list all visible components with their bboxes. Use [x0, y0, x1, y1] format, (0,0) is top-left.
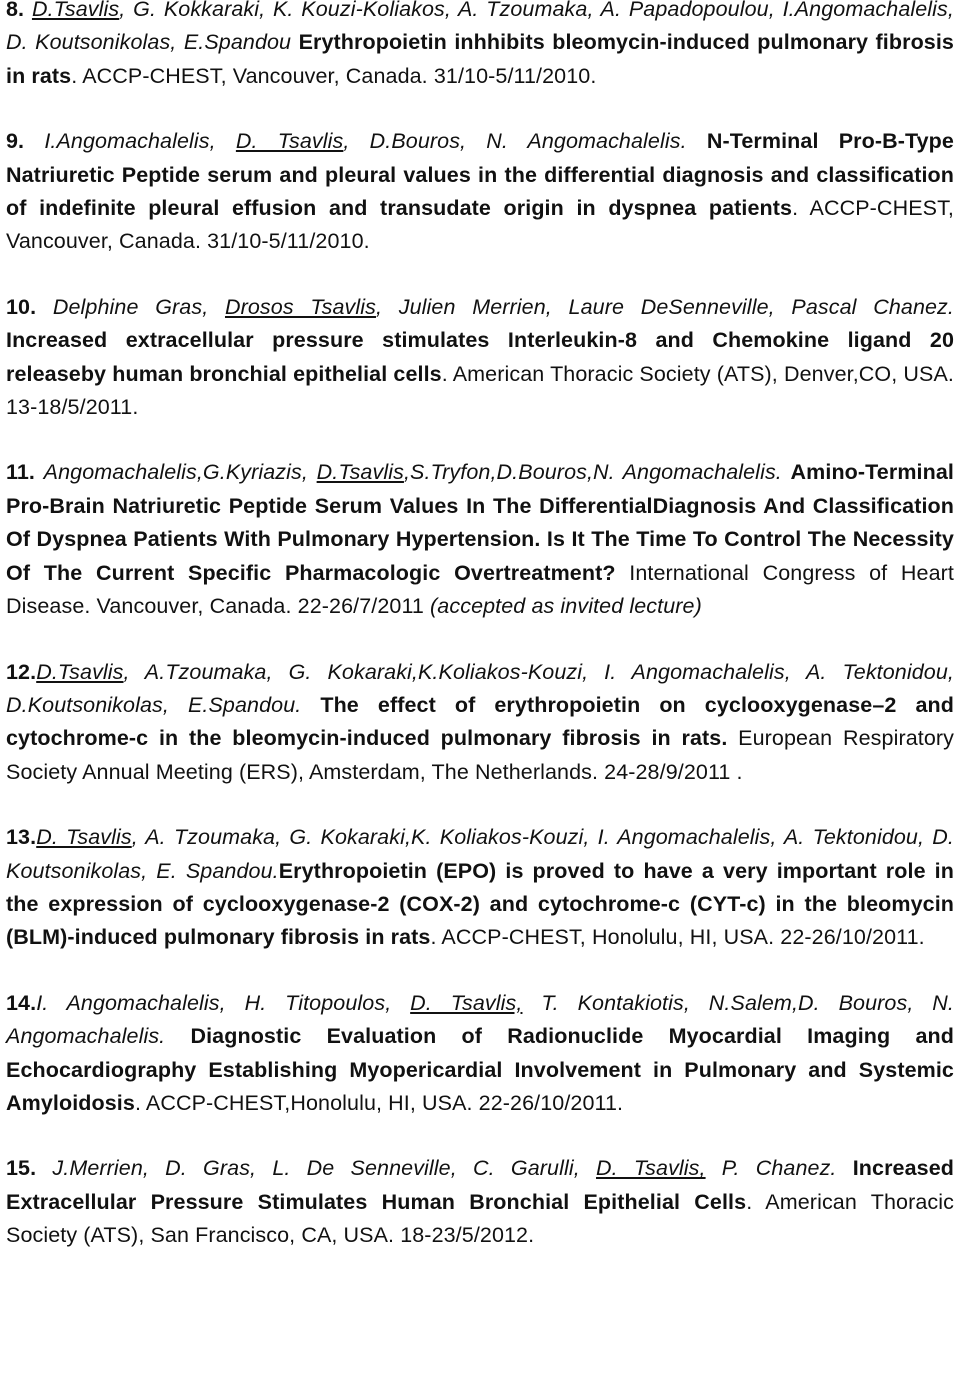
reference-number: 15.	[6, 1156, 53, 1181]
reference-title: Erythropoietin (EPO) is proved to have a very important role in the expression of cyclooxygenase-2 (COX-2) and cytochrome-c (CYT-c) in the bleomycin (BLM)-induced pulmonary fibrosis in rats	[6, 858, 954, 950]
reference-number: 12.	[6, 659, 37, 684]
reference-entry-9	[6, 125, 954, 259]
reference-author-highlight: D.Tsavlis	[316, 460, 404, 485]
reference-title: Erythropoietin inhhibits bleomycin-induced pulmonary fibrosis in rats	[6, 30, 954, 88]
reference-authors: , A.Tzoumaka, G. Kokaraki,K.Koliakos-Kouzi, I. Angomachalelis, A. Tektonidou, D.Koutsonikolas, E.Spandou.	[6, 659, 954, 717]
reference-title: The effect of erythropoietin on cyclooxygenase–2 and cytochrome-c in the bleomycin-induced pulmonary fibrosis in rats.	[6, 692, 954, 751]
reference-authors: Angomachalelis,G.Kyriazis,	[43, 460, 317, 485]
reference-number: 9.	[6, 129, 45, 154]
reference-authors: P. Chanez.	[705, 1156, 853, 1181]
reference-authors: J.Merrien, D. Gras, L. De Senneville, C. Garulli,	[52, 1156, 596, 1181]
reference-authors: ,S.Tryfon,D.Bouros,N. Angomachalelis.	[403, 460, 791, 485]
reference-authors: I.Angomachalelis,	[44, 129, 236, 154]
reference-list	[6, 0, 954, 1285]
reference-text: . American Thoracic Society (ATS), Denver,CO, USA. 13-18/5/2011.	[6, 361, 954, 420]
reference-authors: (accepted as invited lecture)	[430, 594, 702, 619]
reference-entry-15	[6, 1152, 954, 1252]
reference-entry-13	[6, 821, 954, 955]
reference-authors: I. Angomachalelis, H. Titopoulos,	[36, 990, 411, 1015]
reference-title: Increased extracellular pressure stimulates Interleukin-8 and Chemokine ligand 20 releaseby human bronchial epithelial cells	[6, 328, 954, 386]
reference-authors: , G. Kokkaraki, K. Kouzi-Koliakos, A. Tzoumaka, A. Papadopoulou, I.Angomachalelis, D. Koutsonikolas, E.Spandou	[6, 0, 954, 55]
reference-entry-8	[6, 0, 954, 93]
reference-authors: T. Kontakiotis, N.Salem,D. Bouros, N. Angomachalelis.	[6, 990, 954, 1049]
reference-number: 11.	[6, 460, 44, 485]
reference-title: Diagnostic Evaluation of Radionuclide Myocardial Imaging and Echocardiography Establishing Myopericardial Involvement in Pulmonary and Systemic Amyloidosis	[6, 1024, 954, 1115]
reference-authors: , A. Tzoumaka, G. Kokaraki,K. Koliakos-Kouzi, I. Angomachalelis, A. Tektonidou, D. Koutsonikolas, E. Spandou.	[6, 825, 954, 883]
reference-entry-11	[6, 456, 954, 623]
reference-number: 14.	[6, 990, 37, 1015]
reference-title: Increased Extracellular Pressure Stimulates Human Bronchial Epithelial Cells	[6, 1156, 954, 1214]
reference-text: . ACCP-CHEST,Honolulu, HI, USA. 22-26/10/2011.	[134, 1090, 624, 1115]
reference-text: . ACCP-CHEST, Vancouver, Canada. 31/10-5/11/2010.	[6, 196, 954, 254]
reference-author-highlight: D.Tsavlis	[36, 659, 124, 684]
reference-title: Amino-Terminal Pro-Brain Natriuretic Peptide Serum Values In The DifferentialDiagnosis And Classification Of Dyspnea Patients With Pulmonary Hypertension. Is It The Time To Control The Necessity Of The Current Specific Pharmacologic Overtreatment?	[6, 460, 954, 585]
reference-author-highlight: Drosos Tsavlis	[224, 294, 376, 319]
reference-text: . American Thoracic Society (ATS), San Francisco, CA, USA. 18-23/5/2012.	[6, 1189, 954, 1248]
reference-entry-14	[6, 987, 954, 1121]
reference-authors: , D.Bouros, N. Angomachalelis.	[343, 129, 707, 154]
reference-authors: , Julien Merrien, Laure DeSenneville, Pascal Chanez.	[376, 294, 954, 319]
reference-author-highlight: D.Tsavlis	[31, 0, 120, 21]
reference-text: . ACCP-CHEST, Honolulu, HI, USA. 22-26/10/2011.	[430, 925, 925, 950]
reference-text: European Respiratory Society Annual Meeting (ERS), Amsterdam, The Netherlands. 24-28/9/2011 .	[6, 726, 954, 784]
reference-number: 13.	[6, 825, 37, 850]
reference-authors: Delphine Gras,	[52, 294, 225, 319]
reference-author-highlight: D. Tsavlis,	[410, 990, 523, 1015]
reference-text: . ACCP-CHEST, Vancouver, Canada. 31/10-5/11/2010.	[71, 63, 597, 88]
reference-author-highlight: D. Tsavlis,	[596, 1156, 706, 1181]
reference-number: 8.	[6, 0, 32, 21]
reference-author-highlight: D. Tsavlis	[235, 129, 344, 154]
reference-number: 10.	[6, 294, 53, 319]
reference-entry-12	[6, 656, 954, 790]
reference-text: International Congress of Heart Disease. Vancouver, Canada. 22-26/7/2011	[6, 560, 954, 619]
reference-title: N-Terminal Pro-B-Type Natriuretic Peptide serum and pleural values in the differential diagnosis and classification of indefinite pleural effusion and transudate origin in dyspnea patients	[6, 129, 954, 221]
reference-author-highlight: D. Tsavlis	[36, 825, 132, 850]
reference-entry-10	[6, 291, 954, 425]
